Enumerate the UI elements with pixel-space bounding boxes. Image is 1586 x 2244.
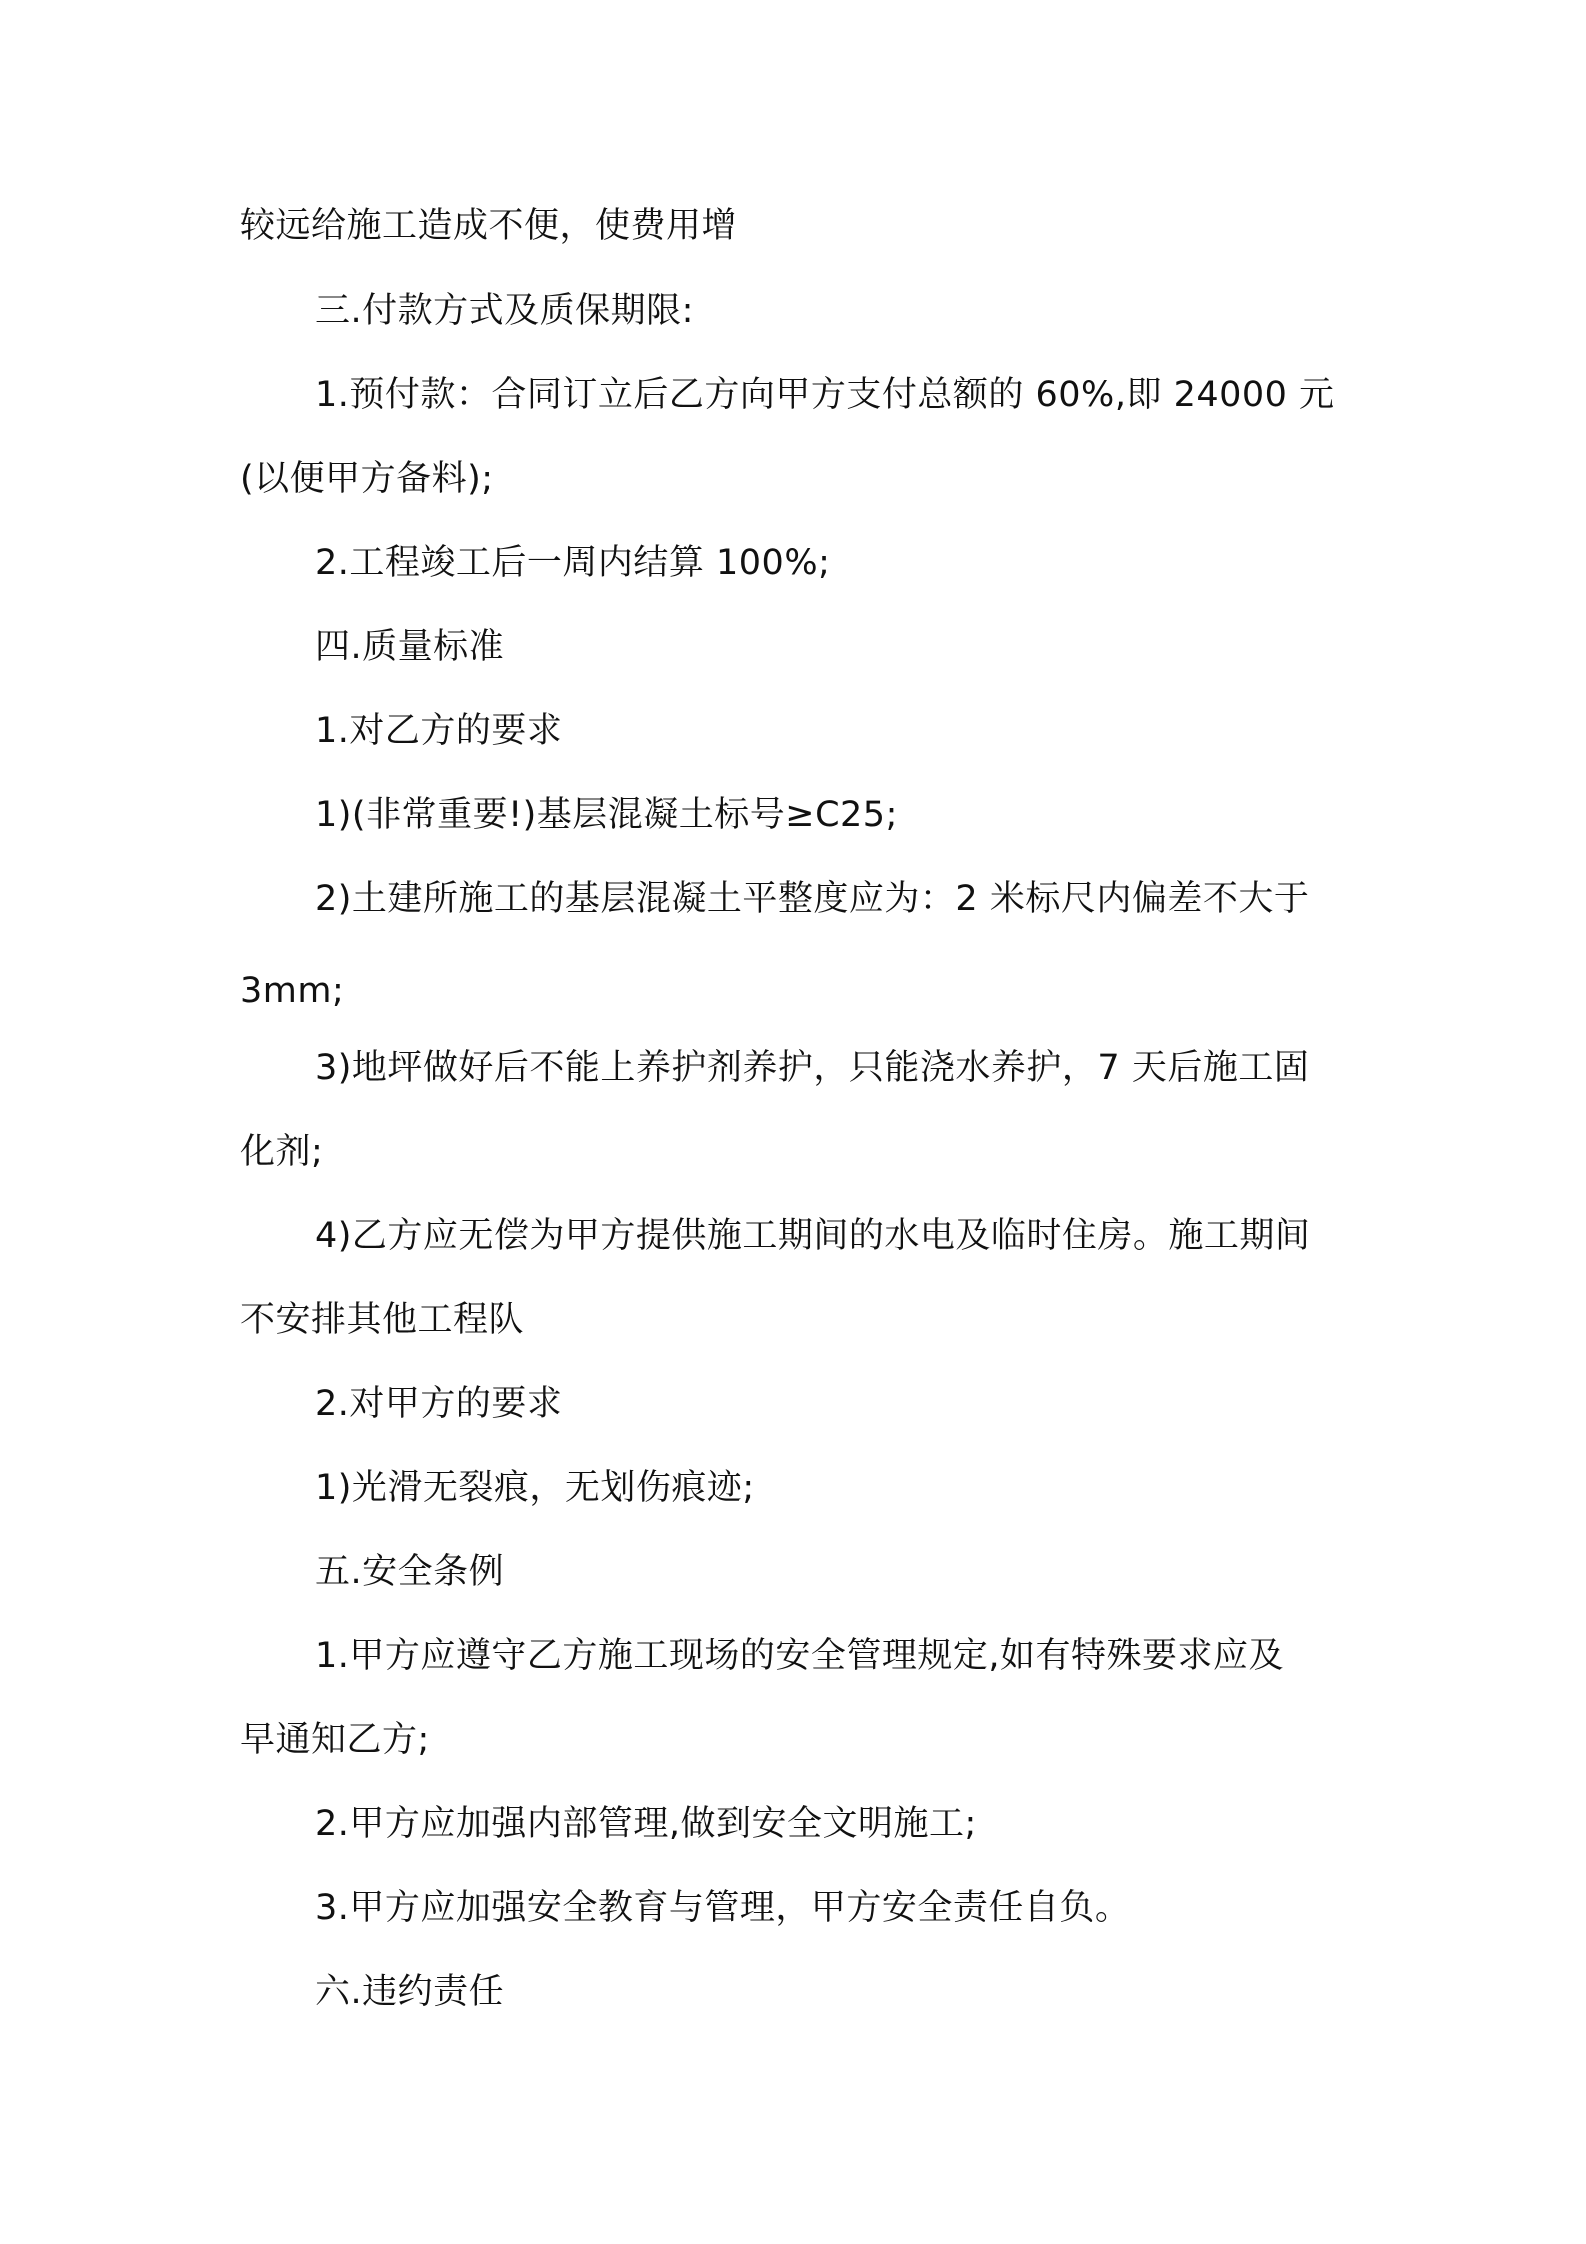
section-heading-payment: 三.付款方式及质保期限: — [315, 291, 694, 331]
paragraph-prepayment: 1.预付款：合同订立后乙方向甲方支付总额的 60%,即 24000 元 — [315, 375, 1335, 415]
paragraph-prepayment-cont: (以便甲方备料); — [240, 459, 494, 499]
text-line-continuation: 较远给施工造成不便，使费用增 — [240, 206, 738, 246]
section-heading-safety: 五.安全条例 — [315, 1552, 505, 1592]
paragraph-settlement: 2.工程竣工后一周内结算 100%; — [315, 543, 831, 583]
requirement-item-1: 1)(非常重要!)基层混凝土标号≥C25; — [315, 795, 898, 835]
safety-item-2: 2.甲方应加强内部管理,做到安全文明施工; — [315, 1804, 977, 1844]
safety-item-3: 3.甲方应加强安全教育与管理，甲方安全责任自负。 — [315, 1888, 1131, 1928]
section-heading-breach: 六.违约责任 — [315, 1972, 505, 2012]
requirement-item-2: 2)土建所施工的基层混凝土平整度应为：2 米标尺内偏差不大于 — [315, 879, 1310, 919]
safety-item-1: 1.甲方应遵守乙方施工现场的安全管理规定,如有特殊要求应及 — [315, 1636, 1285, 1676]
requirement-item-2-cont: 3mm; — [240, 971, 345, 1011]
subheading-party-b-requirements: 1.对乙方的要求 — [315, 711, 563, 751]
party-a-requirement-item-1: 1)光滑无裂痕，无划伤痕迹; — [315, 1468, 755, 1508]
requirement-item-4: 4)乙方应无偿为甲方提供施工期间的水电及临时住房。施工期间 — [315, 1216, 1311, 1256]
subheading-party-a-requirements: 2.对甲方的要求 — [315, 1384, 563, 1424]
section-heading-quality: 四.质量标准 — [315, 627, 505, 667]
requirement-item-4-cont: 不安排其他工程队 — [240, 1300, 525, 1340]
requirement-item-3-cont: 化剂; — [240, 1132, 324, 1172]
safety-item-1-cont: 早通知乙方; — [240, 1720, 430, 1760]
requirement-item-3: 3)地坪做好后不能上养护剂养护，只能浇水养护，7 天后施工固 — [315, 1048, 1310, 1088]
